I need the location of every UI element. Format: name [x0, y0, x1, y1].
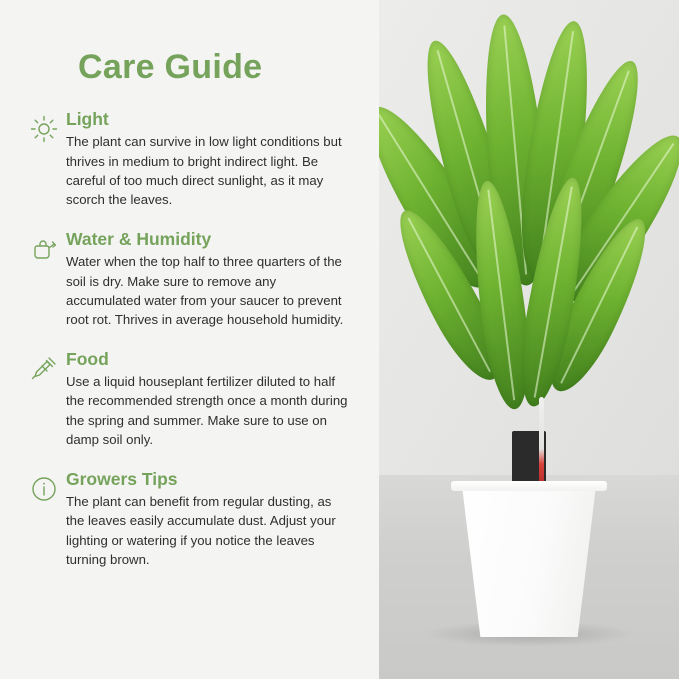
care-section-body — [66, 230, 351, 330]
water-gauge — [539, 397, 544, 483]
care-section-text: Use a liquid houseplant fertilizer diluted to half the recommended strength once a month during the spring and summer. Make sure to use on damp soil only. — [66, 374, 348, 448]
care-section-text: The plant can survive in low light conditions but thrives in medium to bright indirect light. Be careful of too much direct sunlight, as it may scorch the leaves. — [66, 134, 342, 208]
care-section-water-humidity — [22, 230, 351, 330]
care-section-heading: Water & Humidity — [66, 228, 212, 249]
care-section-food — [22, 350, 351, 450]
care-section-text: Water when the top half to three quarters of the soil is dry. Make sure to remove any accumulated water from your saucer to prevent root rot. Thrives in average household humidity. — [66, 254, 344, 328]
info-circle-icon — [22, 470, 66, 504]
care-section-light — [22, 110, 351, 210]
sun-icon — [22, 110, 66, 144]
syringe-icon — [22, 350, 66, 384]
page-title: Care Guide — [78, 48, 263, 86]
care-section-heading: Light — [66, 109, 109, 129]
watering-can-icon — [22, 230, 66, 264]
care-section-text: The plant can benefit from regular dusting, as the leaves easily accumulate dust. Adjust your lighting or watering if you notice the leaves turning brown. — [66, 493, 336, 568]
pot-rim — [451, 481, 607, 491]
care-section-heading: Food — [66, 348, 109, 369]
plant-photo — [379, 0, 679, 679]
care-section-growers-tips — [22, 470, 351, 570]
care-section-body — [66, 470, 351, 570]
care-section-body — [66, 350, 351, 450]
care-section-heading: Growers Tips — [66, 468, 178, 489]
care-section-body — [66, 110, 351, 210]
